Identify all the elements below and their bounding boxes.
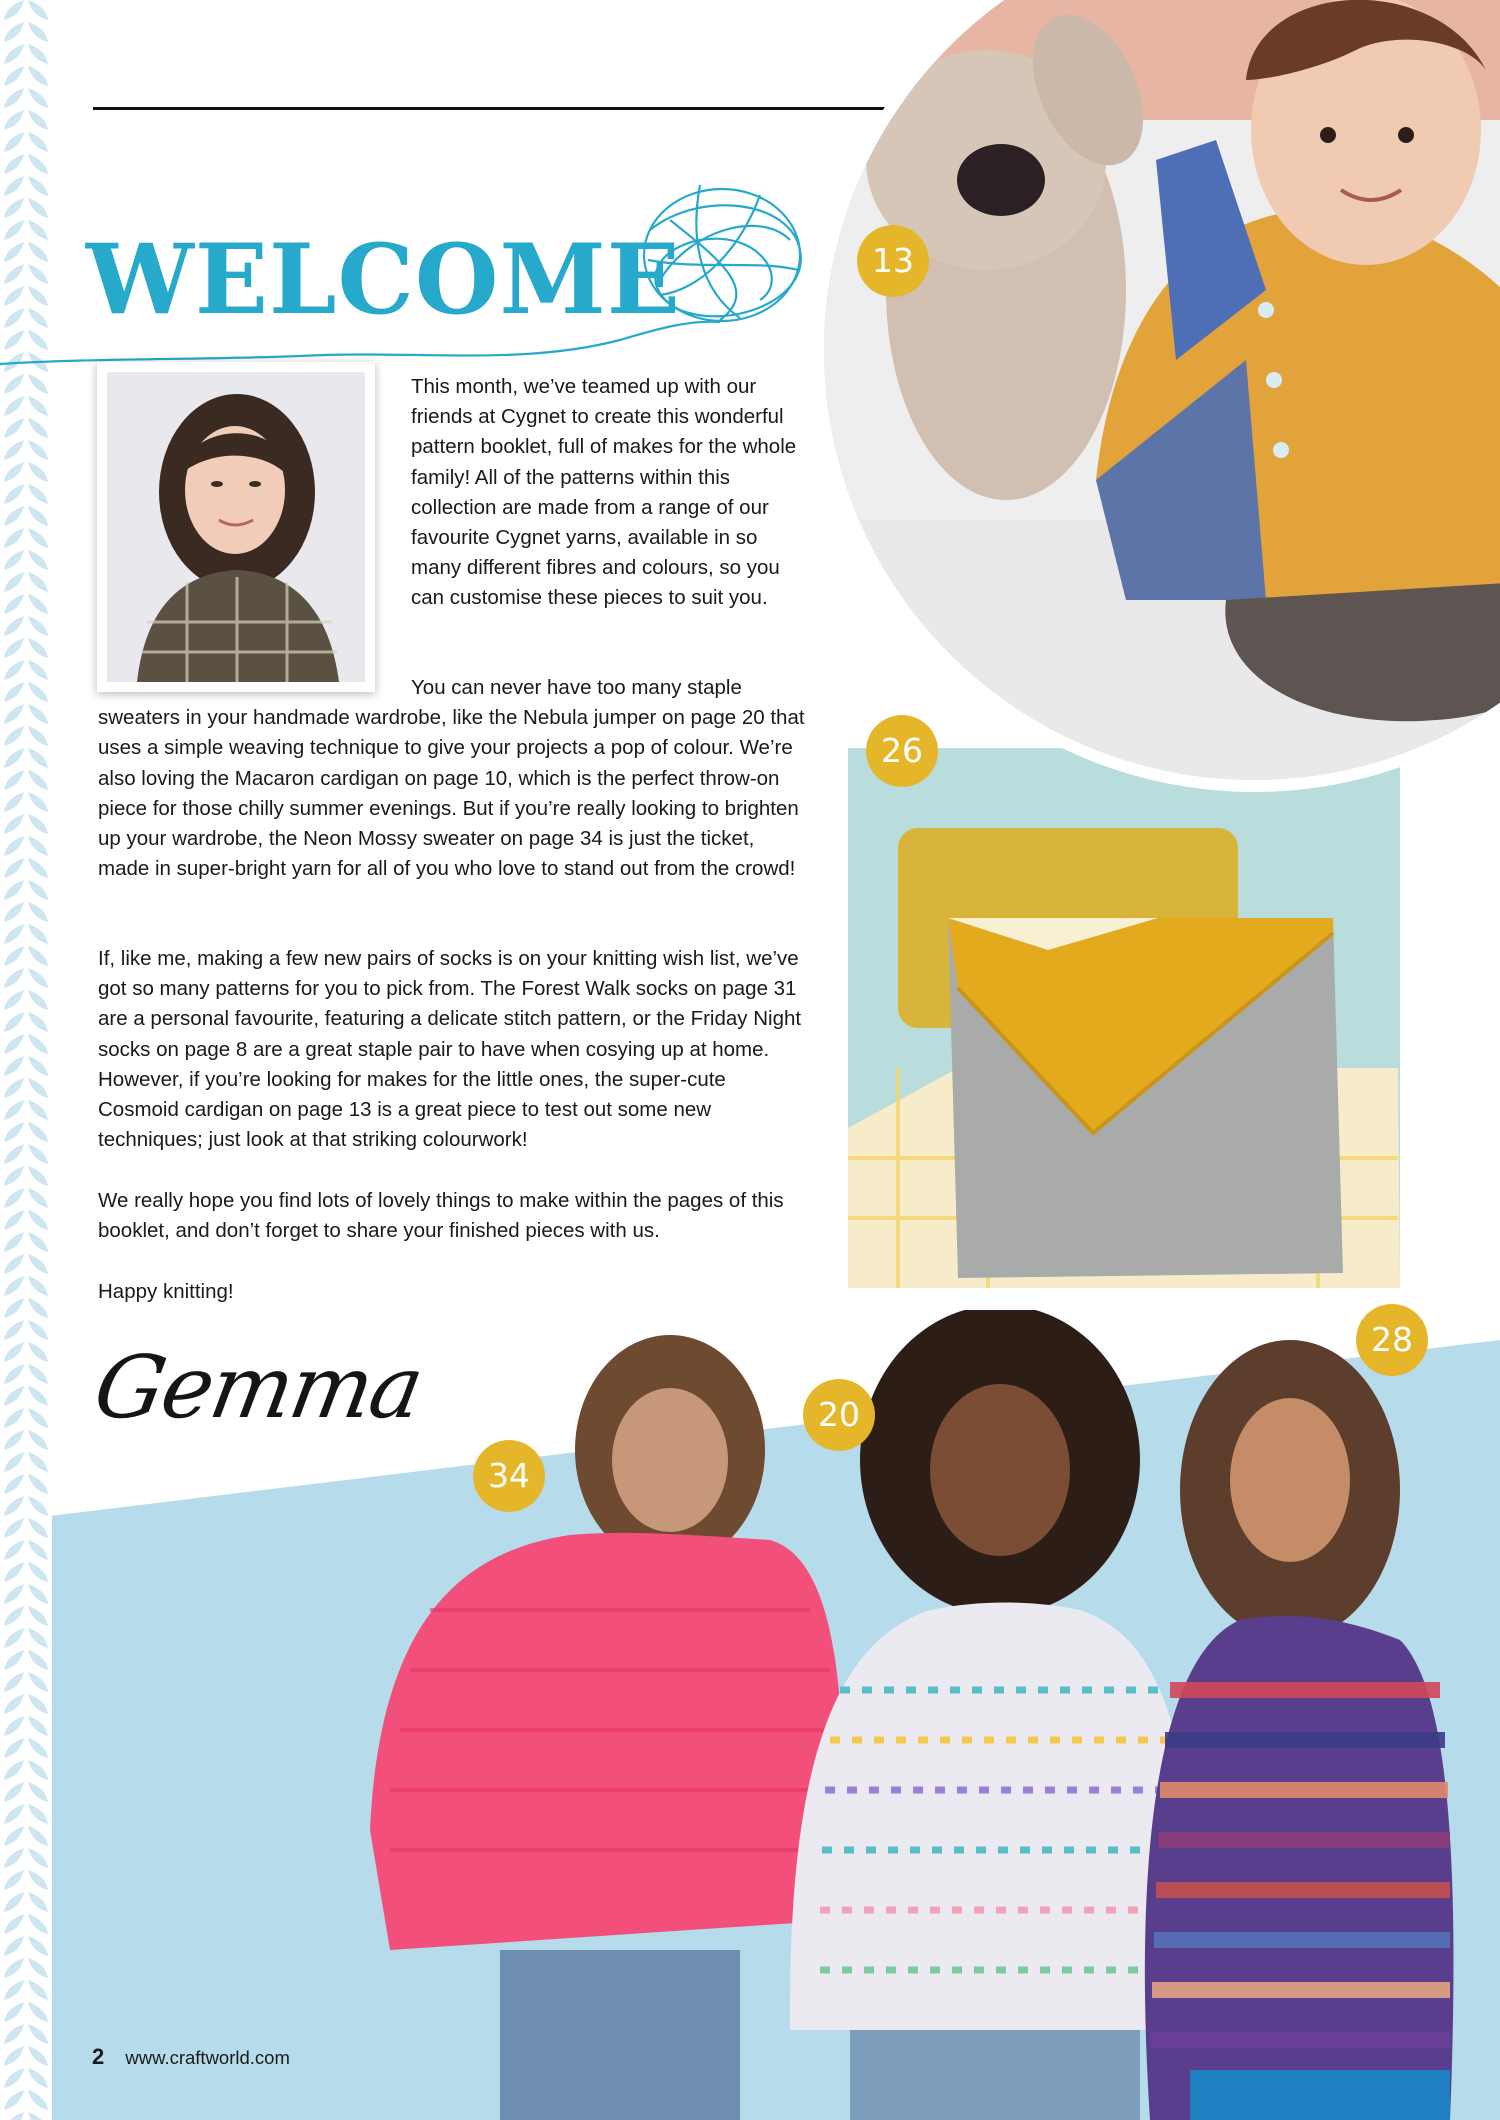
- sweaters-paragraph: You can never have too many staple sweaters in your handmade wardrobe, like the Nebula jumper on page 20 that uses a simple weaving technique to give your projects a pop of colour. We’re also loving the Macaron cardigan on page 10, which is the perfect throw-on piece for those chilly summer evenings. But if you’re really looking to brighten up your wardrobe, the Neon Mossy sweater on page 34 is just the ticket, made in super-bright yarn for all of you who love to stand out from the crowd!: [98, 676, 805, 881]
- page-badge-34: 34: [473, 1440, 545, 1512]
- intro-paragraph: This month, we’ve teamed up with our friends at Cygnet to create this wonderful pattern booklet, full of makes for the whole family! All of the patterns within this collection are made from a range of our favourite Cygnet yarns, available in so many different fibres and colours, so you can customise these pieces to suit you.: [411, 375, 797, 610]
- socks-paragraph: If, like me, making a few new pairs of socks is on your knitting wish list, we’ve got so many patterns for you to pick from. The Forest Walk socks on page 31 are a personal favourite, featuring a delicate stitch pattern, or the Friday Night socks on page 8 are a great staple pair to have when cosying up at home. However, if you’re looking for makes for the little ones, the super-cute Cosmoid cardigan on page 13 is a great piece to test out some new techniques; just look at that striking colourwork!: [98, 947, 802, 1152]
- page-badge-28: 28: [1356, 1304, 1428, 1376]
- page-title: WELCOME: [86, 223, 681, 336]
- editor-signature: Gemma: [87, 1338, 429, 1438]
- closing-paragraph: We really hope you find lots of lovely things to make within the pages of this booklet, and don’t forget to share your finished pieces with us.: [98, 1189, 784, 1243]
- baby-cardigan-photo: [796, 0, 1500, 840]
- page-badge-13: 13: [857, 225, 929, 297]
- page-footer: [92, 2044, 290, 2070]
- sign-off: Happy knitting!: [98, 1280, 234, 1303]
- page-badge-26: 26: [866, 715, 938, 787]
- top-rule: [93, 107, 893, 110]
- page-badge-20: 20: [803, 1379, 875, 1451]
- editor-photo: [97, 362, 375, 692]
- jumpers-photo: [370, 1310, 1500, 2120]
- page-number: 2: [92, 2044, 105, 2069]
- website-link[interactable]: www.craftworld.com: [125, 2047, 290, 2068]
